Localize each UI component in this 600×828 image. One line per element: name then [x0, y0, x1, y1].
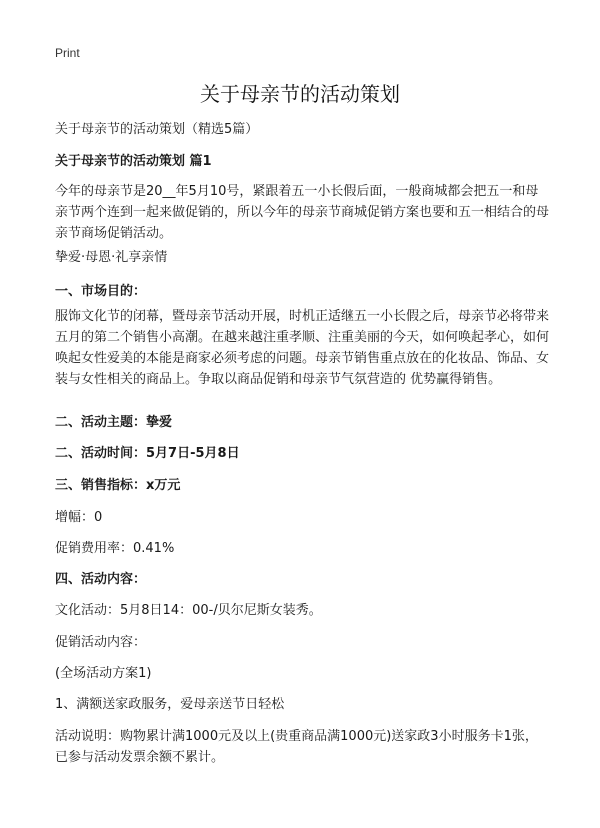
theme-heading: 二、活动主题：挚爱: [55, 415, 173, 430]
promo-content-label: 促销活动内容：: [55, 635, 147, 650]
slogan: 挚爱·母恩·礼享亲情: [55, 250, 168, 265]
target-heading: 三、销售指标：x万元: [55, 478, 181, 493]
market-heading: 一、市场目的：: [55, 284, 147, 299]
print-link[interactable]: Print: [55, 46, 80, 60]
section-heading: 关于母亲节的活动策划 篇1: [55, 154, 212, 169]
document-title: 关于母亲节的活动策划: [200, 82, 400, 106]
intro-paragraph: 今年的母亲节是20__年5月10号，紧跟着五一小长假后面，一般商城都会把五一和母亲节两个连到一起来做促销的，所以今年的母亲节商城促销方案也要和五一相结合的母亲节商场促销活动。: [55, 184, 550, 241]
content-heading: 四、活动内容：: [55, 572, 147, 587]
item-1: 1、满额送家政服务，爱母亲送节日轻松: [55, 697, 285, 712]
document-subtitle: 关于母亲节的活动策划（精选5篇）: [55, 122, 259, 137]
market-paragraph: 服饰文化节的闭幕，暨母亲节活动开展，时机正适继五一小长假之后，母亲节必将带来五月的第二个销售小高潮。在越来越注重孝顺、注重美丽的今天，如何唤起孝心，如何唤起女性爱美的本能是商家必须考虑的问题。母亲节销售重点放在的化妆品、饰品、女装与女性相关的商品上。争取以商品促销和母亲节气氛营造的 优势赢得销售。: [55, 309, 550, 387]
growth-text: 增幅：0: [55, 510, 103, 525]
cost-rate-text: 促销费用率：0.41%: [55, 541, 175, 556]
item-1-description: 活动说明：购物累计满1000元及以上(贵重商品满1000元)送家政3小时服务卡1张，已参与活动发票余额不累计。: [55, 729, 538, 765]
time-heading: 二、活动时间：5月7日-5月8日: [55, 446, 240, 461]
plan-label: (全场活动方案1): [55, 666, 152, 681]
culture-activity: 文化活动：5月8日14：00-/贝尔尼斯女装秀。: [55, 603, 322, 618]
